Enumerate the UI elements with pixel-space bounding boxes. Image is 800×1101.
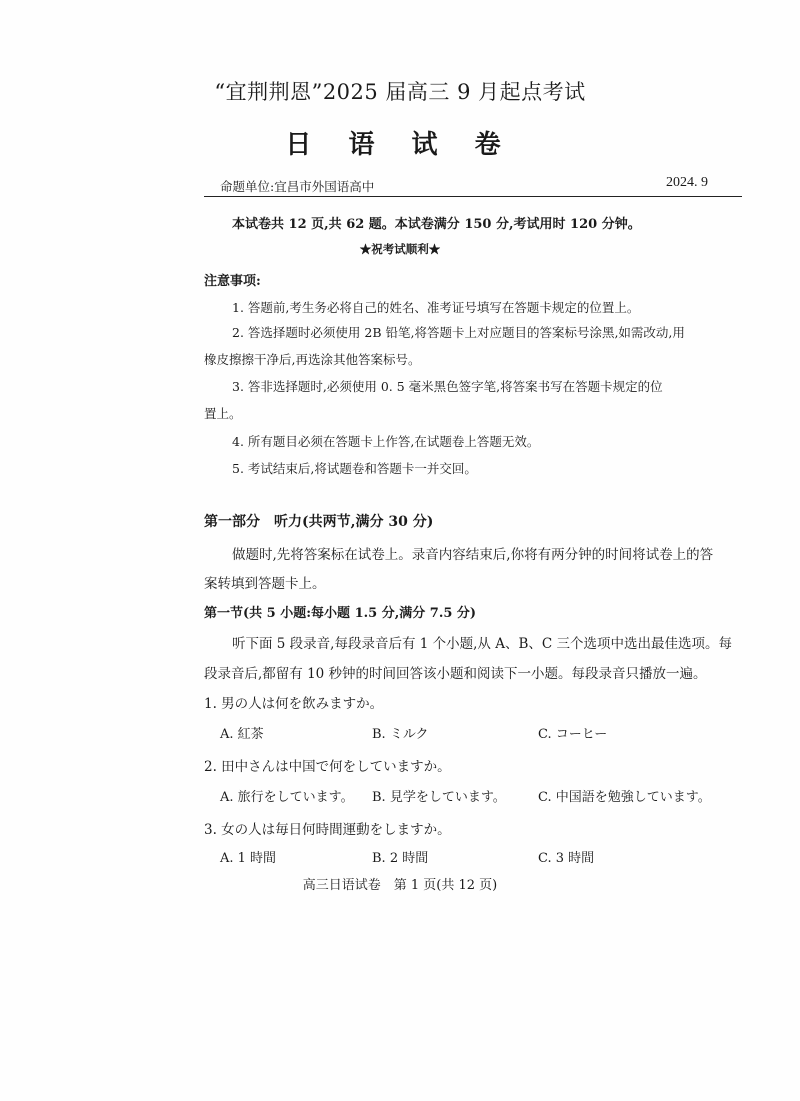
question-1-option-a: A. 紅茶 <box>220 727 264 742</box>
note-3-continued: 置上。 <box>204 406 242 421</box>
question-3: 3. 女の人は毎日何時間運動をしますか。 <box>204 822 451 838</box>
section-1-heading: 第一节(共 5 小题:每小题 1.5 分,满分 7.5 分) <box>204 606 477 621</box>
question-3-option-c: C. 3 時間 <box>538 851 595 866</box>
note-3: 3. 答非选择题时,必须使用 0. 5 毫米黑色签字笔,将答案书写在答题卡规定的位 <box>232 379 663 394</box>
authoring-unit: 命题单位:宜昌市外国语高中 <box>220 179 375 194</box>
section-1-instructions-continued: 段录音后,都留有 10 秒钟的时间回答该小题和阅读下一小题。每段录音只播放一遍。 <box>204 666 707 682</box>
note-4: 4. 所有题目必须在答题卡上作答,在试题卷上答题无效。 <box>232 434 540 449</box>
question-3-option-b: B. 2 時間 <box>372 851 429 866</box>
question-3-option-a: A. 1 時間 <box>220 851 277 866</box>
note-5: 5. 考试结束后,将试题卷和答题卡一并交回。 <box>232 461 477 476</box>
question-1: 1. 男の人は何を飲みますか。 <box>204 696 384 712</box>
part-1-label: 第一部分 <box>204 514 260 530</box>
exam-date: 2024. 9 <box>666 175 708 190</box>
question-2-option-c: C. 中国語を勉強しています。 <box>538 790 711 805</box>
section-1-instructions: 听下面 5 段录音,每段录音后有 1 个小题,从 A、B、C 三个选项中选出最佳选项。每 <box>232 636 733 652</box>
note-1: 1. 答题前,考生务必将自己的姓名、准考证号填写在答题卡规定的位置上。 <box>232 300 640 315</box>
part-1-instructions-continued: 案转填到答题卡上。 <box>204 576 326 592</box>
exam-title: “宜荆荆恩”2025 届高三 9 月起点考试 <box>214 80 586 104</box>
part-1-instructions: 做题时,先将答案标在试卷上。录音内容结束后,你将有两分钟的时间将试卷上的答 <box>232 547 714 563</box>
part-1-title: 听力(共两节,满分 30 分) <box>274 514 434 530</box>
subject-title: 日 语 试 卷 <box>285 130 515 160</box>
header-divider <box>204 196 742 197</box>
page-footer: 高三日语试卷 第 1 页(共 12 页) <box>302 878 498 893</box>
blessing-line: ★祝考试顺利★ <box>359 242 441 256</box>
notes-heading: 注意事项: <box>204 274 261 289</box>
exam-intro: 本试卷共 12 页,共 62 题。本试卷满分 150 分,考试用时 120 分钟。 <box>232 217 641 232</box>
part-1-heading <box>204 511 433 531</box>
question-2-option-b: B. 見学をしています。 <box>372 790 506 805</box>
question-1-option-b: B. ミルク <box>372 727 429 742</box>
question-1-option-c: C. コーヒー <box>538 727 608 742</box>
note-2-continued: 橡皮擦擦干净后,再选涂其他答案标号。 <box>204 352 421 367</box>
question-2-option-a: A. 旅行をしています。 <box>220 790 354 805</box>
question-2: 2. 田中さんは中国で何をしていますか。 <box>204 759 451 775</box>
note-2: 2. 答选择题时必须使用 2B 铅笔,将答题卡上对应题目的答案标号涂黑,如需改动,用 <box>232 325 685 340</box>
